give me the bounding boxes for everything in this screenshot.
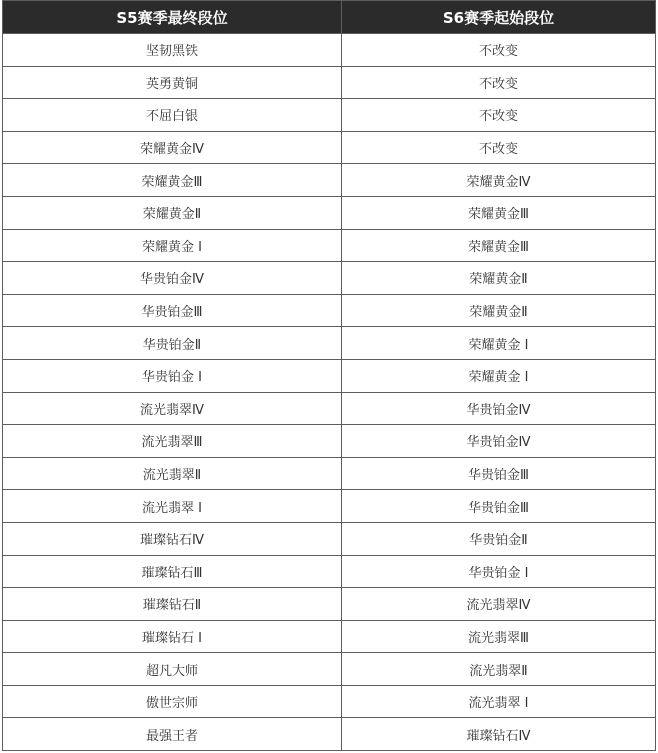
s6-rank-cell: 荣耀黄金Ⅲ — [342, 196, 656, 229]
s6-rank-cell: 流光翡翠Ⅱ — [342, 653, 656, 686]
s5-rank-cell: 华贵铂金 Ⅰ — [3, 359, 342, 392]
s6-rank-cell: 流光翡翠Ⅳ — [342, 588, 656, 621]
s6-rank-cell: 华贵铂金 Ⅰ — [342, 555, 656, 588]
table-row — [3, 425, 656, 458]
s5-rank-cell: 不屈白银 — [3, 99, 342, 132]
s6-rank-cell: 荣耀黄金Ⅱ — [342, 262, 656, 295]
table-row — [3, 262, 656, 295]
s5-rank-cell: 坚韧黑铁 — [3, 34, 342, 67]
s5-rank-cell: 荣耀黄金Ⅳ — [3, 131, 342, 164]
table-row — [3, 653, 656, 686]
s5-rank-cell: 璀璨钻石Ⅳ — [3, 522, 342, 555]
s5-rank-cell: 流光翡翠Ⅳ — [3, 392, 342, 425]
s6-rank-cell: 华贵铂金Ⅱ — [342, 522, 656, 555]
s5-rank-cell: 英勇黄铜 — [3, 66, 342, 99]
s5-rank-cell: 最强王者 — [3, 718, 342, 751]
s5-rank-cell: 华贵铂金Ⅱ — [3, 327, 342, 360]
table-row — [3, 685, 656, 718]
s6-rank-cell: 流光翡翠 Ⅰ — [342, 685, 656, 718]
s6-rank-cell: 华贵铂金Ⅳ — [342, 425, 656, 458]
table-row — [3, 164, 656, 197]
table-row — [3, 99, 656, 132]
s5-rank-cell: 璀璨钻石Ⅲ — [3, 555, 342, 588]
s6-rank-cell: 华贵铂金Ⅲ — [342, 490, 656, 523]
s5-rank-cell: 流光翡翠 Ⅰ — [3, 490, 342, 523]
s5-rank-cell: 璀璨钻石 Ⅰ — [3, 620, 342, 653]
s5-rank-cell: 华贵铂金Ⅲ — [3, 294, 342, 327]
s6-rank-cell: 璀璨钻石Ⅳ — [342, 718, 656, 751]
s5-rank-cell: 荣耀黄金 Ⅰ — [3, 229, 342, 262]
table-row — [3, 457, 656, 490]
header-s5-final-rank: S5赛季最终段位 — [3, 1, 342, 34]
s5-rank-cell: 荣耀黄金Ⅱ — [3, 196, 342, 229]
table-row — [3, 359, 656, 392]
table-row — [3, 490, 656, 523]
s6-rank-cell: 流光翡翠Ⅲ — [342, 620, 656, 653]
table-row — [3, 34, 656, 67]
s6-rank-cell: 荣耀黄金Ⅲ — [342, 229, 656, 262]
s6-rank-cell: 华贵铂金Ⅳ — [342, 392, 656, 425]
table-row — [3, 718, 656, 751]
s6-rank-cell: 不改变 — [342, 34, 656, 67]
table-row — [3, 392, 656, 425]
table-row — [3, 620, 656, 653]
s6-rank-cell: 荣耀黄金 Ⅰ — [342, 359, 656, 392]
table-row — [3, 327, 656, 360]
table-row — [3, 229, 656, 262]
s6-rank-cell: 荣耀黄金Ⅳ — [342, 164, 656, 197]
table-row — [3, 66, 656, 99]
s6-rank-cell: 不改变 — [342, 66, 656, 99]
rank-conversion-table — [2, 0, 656, 751]
s6-rank-cell: 荣耀黄金 Ⅰ — [342, 327, 656, 360]
s5-rank-cell: 流光翡翠Ⅱ — [3, 457, 342, 490]
s5-rank-cell: 璀璨钻石Ⅱ — [3, 588, 342, 621]
s5-rank-cell: 超凡大师 — [3, 653, 342, 686]
s5-rank-cell: 傲世宗师 — [3, 685, 342, 718]
s6-rank-cell: 不改变 — [342, 99, 656, 132]
table-row — [3, 555, 656, 588]
table-row — [3, 196, 656, 229]
table-row — [3, 131, 656, 164]
table-row — [3, 294, 656, 327]
s5-rank-cell: 荣耀黄金Ⅲ — [3, 164, 342, 197]
s6-rank-cell: 荣耀黄金Ⅱ — [342, 294, 656, 327]
s6-rank-cell: 不改变 — [342, 131, 656, 164]
s5-rank-cell: 华贵铂金Ⅳ — [3, 262, 342, 295]
header-s6-start-rank: S6赛季起始段位 — [342, 1, 656, 34]
table-row — [3, 588, 656, 621]
table-header-row — [3, 1, 656, 34]
table-row — [3, 522, 656, 555]
s6-rank-cell: 华贵铂金Ⅲ — [342, 457, 656, 490]
s5-rank-cell: 流光翡翠Ⅲ — [3, 425, 342, 458]
